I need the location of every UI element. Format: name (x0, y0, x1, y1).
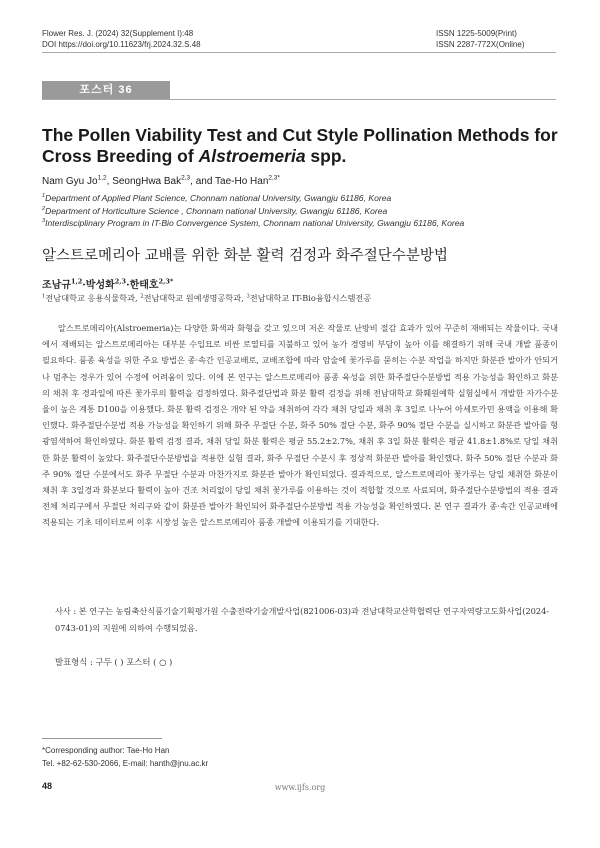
affiliations (42, 192, 562, 230)
footnote-rule (42, 738, 162, 739)
author-list: Nam Gyu Jo$^{1,2}$, SeongHwa Bak$^{2,3}$, and Tae-Ho Han$^{2,3*}$ (42, 174, 280, 187)
kr-affil-2: 전남대학교 원예생명공학과, (143, 293, 247, 303)
poster-tag: 포스터 36 (42, 81, 170, 99)
kr-author-1-sup: 1,2 (70, 277, 83, 286)
title-genus: Alstroemeria (198, 146, 306, 166)
presentation-format: 발표형식 : 구두 ( ) 포스터 ( ○ ) (55, 657, 173, 667)
affiliation-3 (42, 217, 562, 230)
doi-link[interactable]: DOI https://doi.org/10.11623/frj.2024.32.S.48 (42, 40, 201, 49)
header-rule-top (42, 52, 556, 53)
author-1: Nam Gyu Jo (42, 176, 98, 187)
kr-affil-3-sup: 3 (246, 293, 250, 300)
corresponding-author: *Corresponding author: Tae-Ho Han (42, 746, 170, 755)
journal-header (42, 28, 201, 50)
kr-affil-3: 전남대학교 IT-Bio융합시스템전공 (249, 293, 372, 303)
korean-title: 알스트로메리아 교배를 위한 화분 활력 검정과 화주절단수분방법 (42, 248, 448, 264)
acknowledgement: 사사 : 본 연구는 농림축산식품기술기획평가원 수출전략기술개발사업(821006-03)과 전남대학교산학협력단 연구자역량고도화사업(2024-0743-01)의 지원에 의하여 수행되었음. (55, 606, 550, 633)
issn-block (436, 28, 556, 50)
author-2-sup: 2,3 (181, 174, 191, 182)
kr-author-1: 조남규 (42, 280, 71, 291)
korean-author-list: 조남규$^{1,2}$·박성화$^{2,3}$·한태호$^{2,3*}$ (42, 277, 174, 291)
kr-author-3-sup: 2,3* (158, 277, 174, 286)
affiliation-1-sup: 1 (42, 193, 46, 200)
affiliation-2 (42, 205, 562, 218)
kr-affil-1-sup: 1 (42, 293, 46, 300)
abstract-body: 알스트로메리아(Alstroemeria)는 다양한 화색과 화형을 갖고 있으며 저온 작물로 난방비 절감 효과가 있어 꾸준히 재배되는 작물이다. 국내에서 재배되는 알스트로메리아는 대부분 수입묘로 비싼 로열티를 지불하고 있어 농가 경영비 부담이 높아 이를 해결하기 위해 국내 개발 품종이 필요하다. 품종 육성을 위한 주요 방법은 종·속간 인공교배로, 교배조합에 따라 암술에 꽃가루를 묻히는 수분 작업을 하지만 화분관 발아가 안되거나 멈추는 경우가 있어 수정에 어려움이 있다. 이에 본 연구는 알스트로메리아 품종 육성을 위한 화주절단수분방법 적용 가능성을 확인하고 화분의 채취 후 경과일에 따른 꽃가루의 활력을 검정하였다. 화주절단법과 화분 활력 검정을 위해 전남대학교 화훼원예학 실험실에서 개발한 자가수분율이 높은 계통 D100을 이용했다. 화분 활력 검정은 개약 된 약을 채취하여 각각 채취 당일과 채취 후 3일로 나누어 아세토카민 용액을 이용해 확인했다. 화주절단수분법 적용 가능성을 확인하기 위해 화주 무절단 수분, 화주 50% 절단 수분, 화주 90% 절단 수분을 실시하고 화분관 발아를 형광염색하여 확인하였다. 화분 활력 검정 결과, 채취 당일 화분 활력은 평균 55.2±2.7%, 채취 후 3일 화분 활력은 평균 41.8±1.8%로 당일 채취한 화분 활력이 높았다. 화주절단수분방법을 적용한 실험 결과, 화주 무절단 수분시 후 정상적 화분관 발아를 확인했다. 화주 50% 절단 수분과 화주 90% 절단 수분에서도 화주 무절단 수분과 마찬가지로 화분관 발아가 확인되었다. 결과적으로, 알스트로메리아 꽃가루는 당일 채취한 화분이 채취 후 3일경과 화분보다 활력이 높아 건조 처리없이 당일 채취 꽃가루를 이용하는 것이 적합할 것으로 사료되며, 화주절단수분방법의 적용 결과 전체 처리구에서 무절단 처리구와 같이 화분관 발아가 확인되어 화주절단수분방법 적용 가능성을 확인하였다. 본 연구 결과가 종·속간 인공교배에 적용되는 기초 데이터로써 이후 시장성 높은 알스트로메리아 품종 개발에 이용되기를 기대한다. (42, 323, 558, 528)
author-3: and Tae-Ho Han (195, 176, 269, 187)
affiliation-3-text: Interdisciplinary Program in IT-Bio Convergence System, Chonnam national University, Gwangju 61186, Korea (45, 218, 465, 228)
korean-affiliations (42, 293, 562, 304)
kr-author-3: 한태호 (129, 280, 159, 291)
affiliation-2-sup: 2 (42, 205, 46, 212)
title-end: spp. (305, 146, 347, 166)
affiliation-2-text: Department of Horticulture Science , Chonnam national University, Gwangju 61186, Korea (45, 205, 388, 216)
author-1-sup: 1,2 (97, 174, 107, 182)
kr-affil-2-sup: 2 (140, 293, 144, 300)
author-3-sup: 2,3* (268, 174, 280, 182)
kr-affil-1: 전남대학교 응용식물학과, (45, 293, 141, 303)
journal-citation: Flower Res. J. (2024) 32(Supplement I):48 (42, 29, 194, 38)
issn-print: ISSN 1225-5009(Print) (436, 29, 517, 38)
kr-author-2: 박성화 (85, 280, 115, 291)
contact-info: Tel. +82-62-530-2066, E-mail: hanth@jnu.ac.kr (42, 759, 209, 768)
affiliation-3-sup: 3 (42, 218, 46, 225)
paper-title (42, 125, 562, 167)
kr-author-2-sup: 2,3 (114, 277, 127, 286)
author-2: SeongHwa Bak (112, 176, 182, 187)
site-url[interactable]: www.ijfs.org (274, 783, 326, 792)
affiliation-1-text: Department of Applied Plant Science, Chonnam national University, Gwangju 61186, Korea (45, 193, 392, 203)
issn-online: ISSN 2287-772X(Online) (436, 40, 525, 49)
page-number: 48 (42, 781, 53, 791)
footnote (42, 744, 208, 770)
affiliation-1 (42, 192, 562, 205)
title-main: The Pollen Viability Test and Cut Style Pollination Methods for Cross Breeding of (42, 125, 558, 166)
header-rule-bottom (42, 99, 556, 100)
